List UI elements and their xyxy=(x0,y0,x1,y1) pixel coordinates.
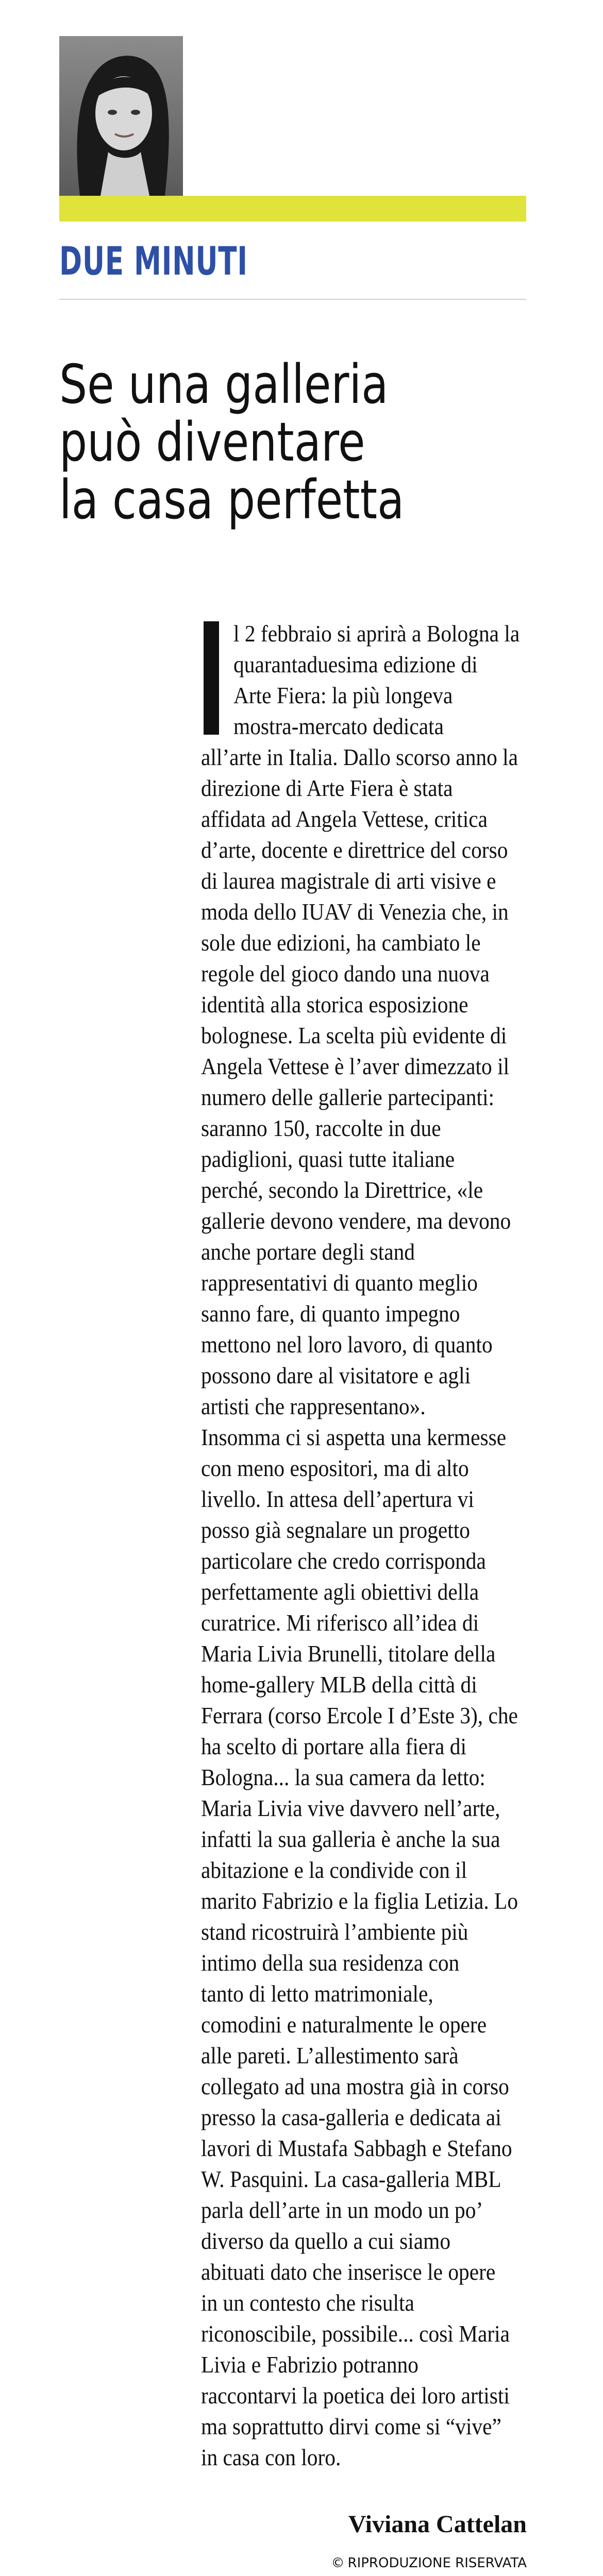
article-line: Insomma ci si aspetta una kermesse xyxy=(201,1424,507,1450)
article-line: mettono nel loro lavoro, di quanto xyxy=(201,1331,493,1358)
article-line: bolognese. La scelta più evidente di xyxy=(201,1022,507,1048)
article-line: padiglioni, quasi tutte italiane xyxy=(201,1146,455,1172)
article-line: lavori di Mustafa Sabbagh e Stefano xyxy=(201,2135,512,2161)
article-line: raccontarvi la poetica dei loro artisti xyxy=(201,2382,510,2409)
article-line: identità alla storica esposizione xyxy=(201,991,468,1018)
article-line: l 2 febbraio si aprirà a Bologna la xyxy=(233,620,520,647)
article-line: in casa con loro. xyxy=(201,2444,341,2470)
article-line: direzione di Arte Fiera è stata xyxy=(201,775,453,801)
article-line: parla dell’arte in un modo un po’ xyxy=(201,2197,483,2223)
article-line: all’arte in Italia. Dallo scorso anno la xyxy=(201,744,518,770)
copyright-icon: © xyxy=(331,2555,345,2571)
article-line: abituati dato che inserisce le opere xyxy=(201,2259,496,2285)
author-portrait-image xyxy=(59,36,183,196)
article-line: W. Pasquini. La casa-galleria MBL xyxy=(201,2166,501,2192)
article-line: Livia e Fabrizio potranno xyxy=(201,2351,418,2378)
article-line: quarantaduesima edizione di xyxy=(233,651,478,677)
article-line: presso la casa-galleria e dedicata ai xyxy=(201,2104,501,2130)
article-line: riconoscibile, possibile... così Maria xyxy=(201,2320,510,2347)
article-line: perché, secondo la Direttrice, «le xyxy=(201,1177,483,1203)
yellow-accent-bar xyxy=(59,196,526,222)
article-line: gallerie devono vendere, ma devono xyxy=(201,1208,511,1234)
headline xyxy=(59,355,533,529)
article-line: Bologna... la sua camera da letto: xyxy=(201,1764,485,1790)
article-line: in un contesto che risulta xyxy=(201,2290,414,2316)
article-line: rappresentativi di quanto meglio xyxy=(201,1269,478,1296)
article-line: particolare che credo corrisponda xyxy=(201,1548,486,1574)
article-line: artisti che rappresentano». xyxy=(201,1393,426,1419)
article-line: ha scelto di portare alla fiera di xyxy=(201,1733,466,1759)
article-line: tanto di letto matrimoniale, xyxy=(201,1980,433,2007)
article-line: intimo della sua residenza con xyxy=(201,1950,460,1976)
article-line: marito Fabrizio e la figlia Letizia. Lo xyxy=(201,1888,518,1914)
article-line: anche portare degli stand xyxy=(201,1239,415,1265)
article-line: abitazione e la condivide con il xyxy=(201,1857,467,1883)
article-line: stand ricostruirà l’ambiente più xyxy=(201,1919,468,1945)
copyright-text: RIPRODUZIONE RISERVATA xyxy=(347,2555,527,2571)
article-line: mostra-mercato dedicata xyxy=(233,713,444,739)
article-line: posso già segnalare un progetto xyxy=(201,1517,470,1543)
article-line: moda dello IUAV di Venezia che, in xyxy=(201,899,509,925)
copyright-notice xyxy=(331,2554,527,2572)
article-line: Arte Fiera: la più longeva xyxy=(233,682,453,708)
article-line: collegato ad una mostra già in corso xyxy=(201,2073,509,2099)
article-line: numero delle gallerie partecipanti: xyxy=(201,1084,494,1110)
article-line: con meno espositori, ma di alto xyxy=(201,1455,469,1481)
headline-line: Se una galleria xyxy=(59,353,389,416)
article-line: regole del gioco dando una nuova xyxy=(201,960,490,987)
article-line: d’arte, docente e direttrice del corso xyxy=(201,837,508,863)
article-line: affidata ad Angela Vettese, critica xyxy=(201,806,488,832)
article-line: Angela Vettese è l’aver dimezzato il xyxy=(201,1053,510,1079)
article-line: Maria Livia vive davvero nell’arte, xyxy=(201,1795,500,1821)
article-line: ma soprattutto dirvi come si “vive” xyxy=(201,2413,501,2439)
article-body xyxy=(201,618,527,2473)
article-line: possono dare al visitatore e agli xyxy=(201,1362,471,1388)
article-line: Maria Livia Brunelli, titolare della xyxy=(201,1640,496,1667)
article-line: home-gallery MLB della città di xyxy=(201,1671,477,1698)
article-line: saranno 150, raccolte in due xyxy=(201,1115,441,1141)
article-line: curatrice. Mi riferisco all’idea di xyxy=(201,1609,479,1636)
headline-line: può diventare xyxy=(59,411,365,473)
article-line: perfettamente agli obiettivi della xyxy=(201,1579,479,1605)
article-line: sole due edizioni, ha cambiato le xyxy=(201,929,481,956)
article-line: di laurea magistrale di arti visive e xyxy=(201,868,496,894)
article-line: infatti la sua galleria è anche la sua xyxy=(201,1826,500,1852)
author-signature: Viviana Cattelan xyxy=(348,2511,527,2538)
section-title: DUE MINUTI xyxy=(59,238,248,284)
section-divider xyxy=(59,299,526,300)
article-line: sanno fare, di quanto impegno xyxy=(201,1300,460,1327)
article-line: alle pareti. L’allestimento sarà xyxy=(201,2042,459,2069)
article-line: comodini e naturalmente le opere xyxy=(201,2011,487,2038)
article-line: diverso da quello a cui siamo xyxy=(201,2228,451,2254)
article-line: Ferrara (corso Ercole I d’Este 3), che xyxy=(201,1702,518,1728)
article-line: livello. In attesa dell’apertura vi xyxy=(201,1486,474,1512)
headline-line: la casa perfetta xyxy=(59,468,405,531)
author-photo xyxy=(59,36,183,196)
